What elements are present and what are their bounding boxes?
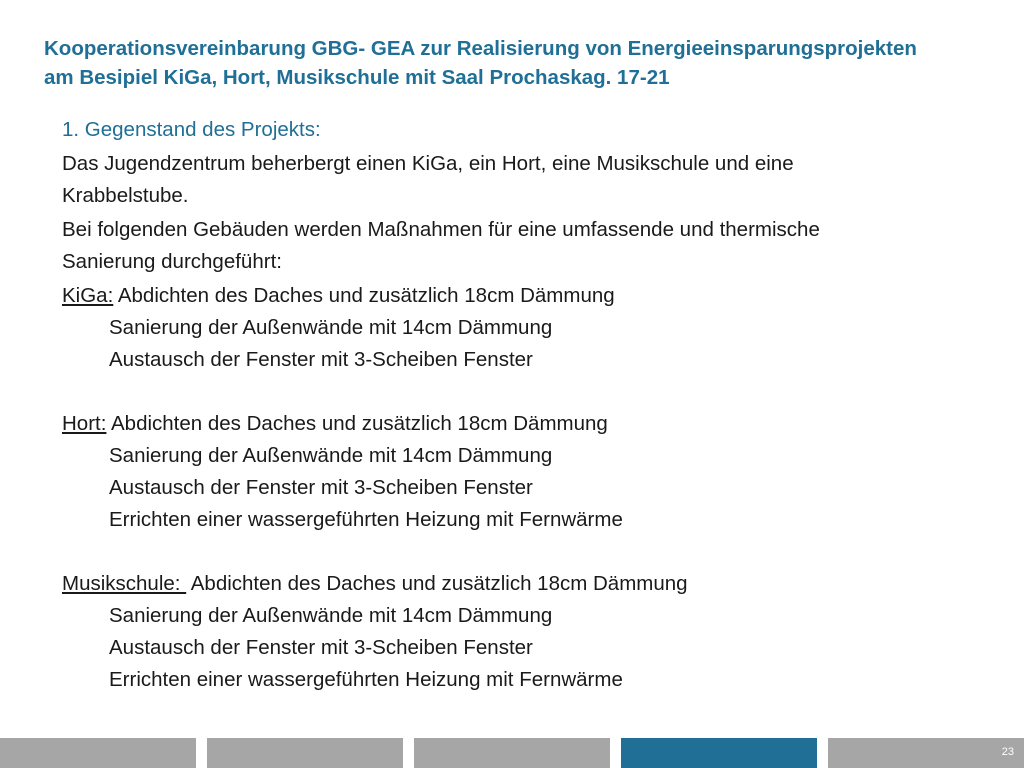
kiga-line-1 (62, 280, 1002, 312)
musikschule-line-1 (62, 568, 1002, 600)
musikschule-measure-4: Errichten einer wassergeführten Heizung mit Fernwärme (109, 668, 623, 691)
kiga-block (62, 280, 1002, 376)
section-heading: 1. Gegenstand des Projekts: (62, 118, 321, 141)
footer-segment-3 (414, 738, 610, 768)
footer-segment-2 (207, 738, 403, 768)
musikschule-measure-3: Austausch der Fenster mit 3-Scheiben Fenster (109, 636, 533, 659)
intro-paragraph-1 (62, 148, 1002, 212)
slide-title-line-1: Kooperationsvereinbarung GBG- GEA zur Realisierung von Energieeinsparungsprojekten (44, 37, 917, 60)
hort-measure-1: Abdichten des Daches und zusätzlich 18cm Dämmung (106, 412, 608, 435)
hort-measure-2: Sanierung der Außenwände mit 14cm Dämmung (109, 444, 553, 467)
footer-bar (0, 738, 1024, 768)
hort-measure-3: Austausch der Fenster mit 3-Scheiben Fenster (109, 476, 533, 499)
hort-block (62, 408, 1002, 536)
intro-1-line-2: Krabbelstube. (62, 184, 189, 207)
musikschule-measure-1: Abdichten des Daches und zusätzlich 18cm Dämmung (186, 572, 688, 595)
kiga-label: KiGa: (62, 284, 114, 307)
musikschule-measure-2: Sanierung der Außenwände mit 14cm Dämmung (109, 604, 553, 627)
kiga-measure-1: Abdichten des Daches und zusätzlich 18cm Dämmung (113, 284, 615, 307)
slide-body (62, 114, 1002, 696)
kiga-measure-3: Austausch der Fenster mit 3-Scheiben Fenster (109, 348, 533, 371)
intro-2-line-2: Sanierung durchgeführt: (62, 250, 282, 273)
spacer (62, 376, 1002, 408)
musikschule-block (62, 568, 1002, 696)
slide-title (44, 34, 1004, 92)
kiga-measure-2: Sanierung der Außenwände mit 14cm Dämmung (109, 316, 553, 339)
footer-segment-active (621, 738, 817, 768)
hort-line-1 (62, 408, 1002, 440)
musikschule-label: Musikschule: (62, 572, 187, 595)
footer-segment-1 (0, 738, 196, 768)
hort-measure-4: Errichten einer wassergeführten Heizung mit Fernwärme (109, 508, 623, 531)
page-number: 23 (1001, 746, 1014, 758)
intro-1-line-1: Das Jugendzentrum beherbergt einen KiGa, ein Hort, eine Musikschule und eine (62, 152, 794, 175)
intro-2-line-1: Bei folgenden Gebäuden werden Maßnahmen für eine umfassende und thermische (62, 218, 820, 241)
slide-title-line-2: am Besipiel KiGa, Hort, Musikschule mit Saal Prochaskag. 17-21 (44, 66, 670, 89)
footer-segment-5 (828, 738, 1024, 768)
intro-paragraph-2 (62, 214, 1002, 278)
hort-label: Hort: (62, 412, 107, 435)
spacer (62, 536, 1002, 568)
